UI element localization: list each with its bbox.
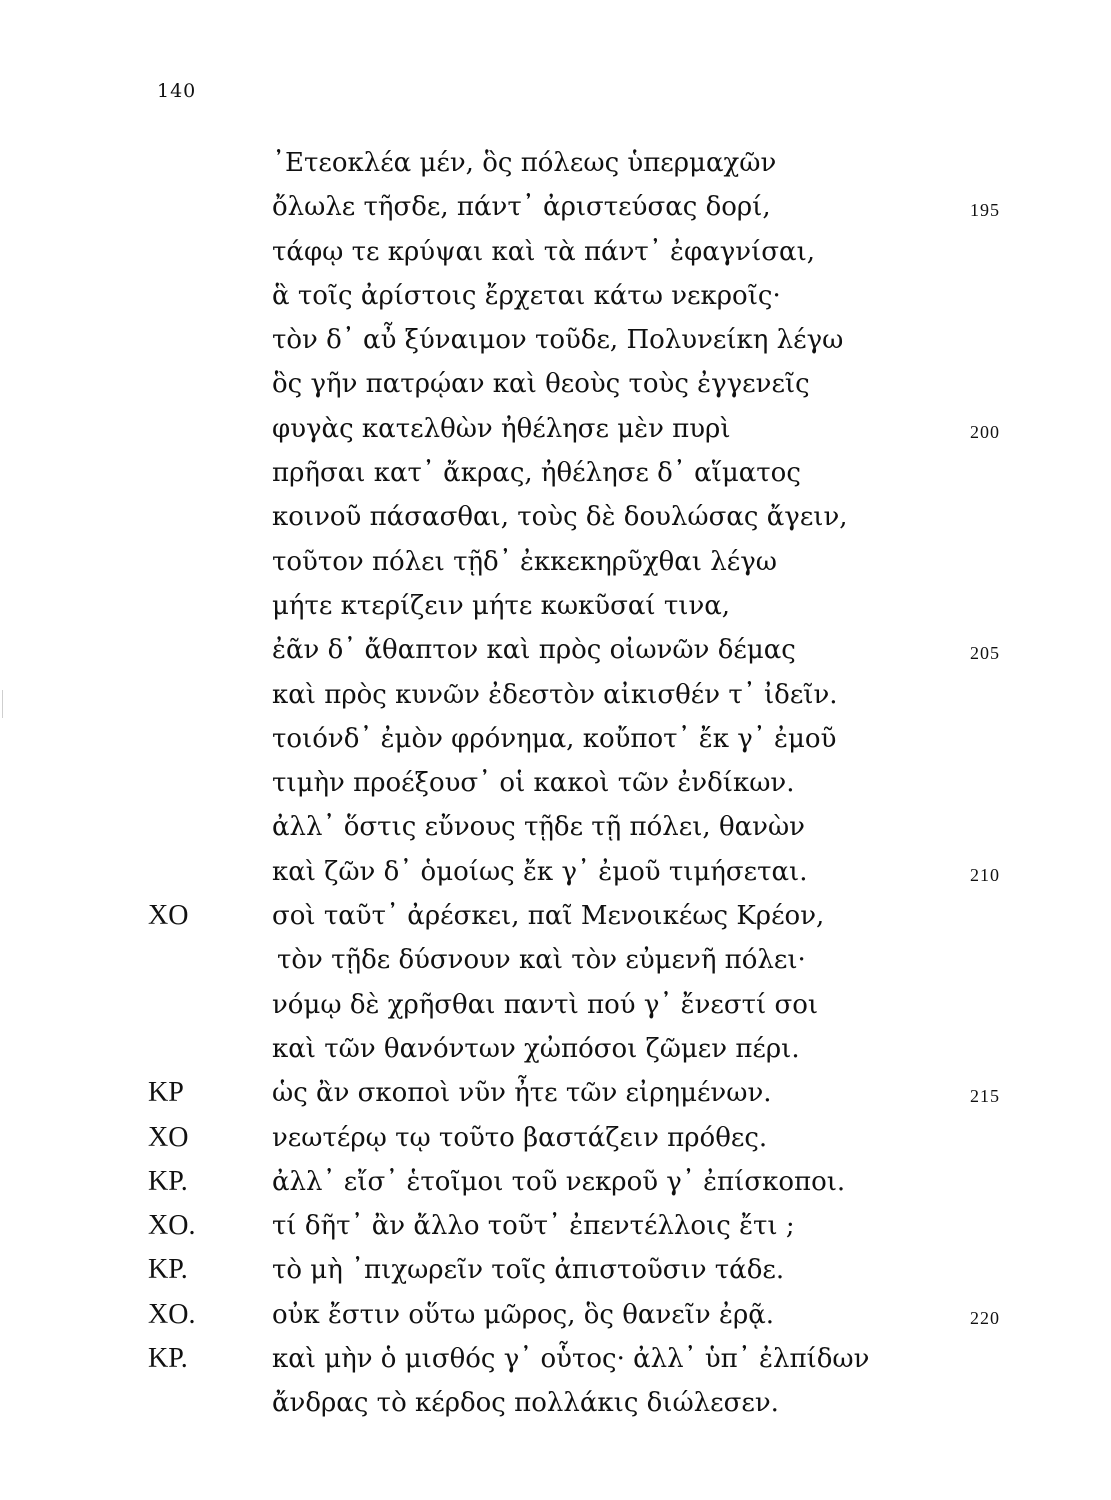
verse-text: φυγὰς κατελθὼν ἠθέλησε μὲν πυρὶ [272, 413, 731, 444]
speaker-label: ΚΡ [148, 1077, 184, 1109]
line-number: 195 [970, 200, 1000, 221]
verse-line [0, 1293, 1111, 1337]
verse-line [0, 141, 1111, 185]
verse-text: νόμῳ δὲ χρῆσθαι παντὶ πού γ᾿ ἔνεστί σοι [272, 989, 819, 1020]
verse-line [0, 584, 1111, 628]
verse-line [0, 983, 1111, 1027]
verse-line [0, 1248, 1111, 1292]
verse-block [0, 141, 1111, 1426]
verse-line [0, 407, 1111, 451]
line-number: 210 [970, 864, 1000, 885]
verse-line [0, 540, 1111, 584]
verse-text: τιμὴν προέξουσ᾿ οἱ κακοὶ τῶν ἐνδίκων. [272, 768, 795, 799]
verse-line [0, 717, 1111, 761]
line-number: 220 [970, 1307, 1000, 1328]
line-number: 215 [970, 1086, 1000, 1107]
verse-text: σοὶ ταῦτ᾿ ἀρέσκει, παῖ Μενοικέως Κρέον, [272, 901, 825, 932]
verse-text: ὄλωλε τῆσδε, πάντ᾿ ἀριστεύσας δορί, [272, 192, 771, 223]
speaker-label: ΧΟ. [148, 1298, 196, 1330]
verse-text: τὸν τῇδε δύσνουν καὶ τὸν εὐμενῆ πόλει· [277, 945, 806, 976]
verse-line [0, 761, 1111, 805]
verse-line [0, 1116, 1111, 1160]
page-number: 140 [157, 80, 197, 102]
verse-text: καὶ ζῶν δ᾿ ὁμοίως ἔκ γ᾿ ἐμοῦ τιμήσεται. [272, 856, 808, 887]
verse-line [0, 274, 1111, 318]
verse-text: τοιόνδ᾿ ἐμὸν φρόνημα, κοὔποτ᾿ ἔκ γ᾿ ἐμοῦ [272, 723, 837, 754]
verse-text: ἐᾶν δ᾿ ἄθαπτον καὶ πρὸς οἰωνῶν δέμας [272, 635, 796, 666]
verse-line [0, 1027, 1111, 1071]
verse-text: ἃ τοῖς ἀρίστοις ἔρχεται κάτω νεκροῖς· [272, 280, 781, 311]
verse-text: κοινοῦ πάσασθαι, τοὺς δὲ δουλώσας ἄγειν, [272, 502, 848, 533]
verse-text: ἄνδρας τὸ κέρδος πολλάκις διώλεσεν. [272, 1388, 779, 1419]
verse-line [0, 451, 1111, 495]
verse-line [0, 185, 1111, 229]
verse-line [0, 850, 1111, 894]
verse-line [0, 495, 1111, 539]
verse-line [0, 1160, 1111, 1204]
verse-line [0, 1337, 1111, 1381]
verse-text: ὃς γῆν πατρῴαν καὶ θεοὺς τοὺς ἐγγενεῖς [272, 369, 810, 400]
speaker-label: ΧΟ [148, 1121, 189, 1153]
verse-text: τάφῳ τε κρύψαι καὶ τὰ πάντ᾿ ἐφαγνίσαι, [272, 236, 816, 267]
verse-line [0, 1071, 1111, 1115]
verse-line [0, 318, 1111, 362]
verse-text: ἀλλ᾿ εἴσ᾿ ἑτοῖμοι τοῦ νεκροῦ γ᾿ ἐπίσκοποι. [272, 1166, 846, 1197]
verse-line [0, 938, 1111, 982]
speaker-label: ΧΟ [148, 900, 189, 932]
verse-text: ᾿Ετεοκλέα μέν, ὃς πόλεως ὑπερμαχῶν [272, 148, 777, 178]
verse-text: ἀλλ᾿ ὅστις εὔνους τῇδε τῇ πόλει, θανὼν [272, 812, 805, 843]
verse-text: οὐκ ἔστιν οὕτω μῶρος, ὃς θανεῖν ἐρᾷ. [272, 1299, 775, 1330]
speaker-label: ΚΡ. [148, 1165, 188, 1197]
verse-line [0, 1381, 1111, 1425]
verse-text: καὶ μὴν ὁ μισθός γ᾿ οὗτος· ἀλλ᾿ ὑπ᾿ ἐλπίδων [272, 1344, 870, 1375]
verse-text: τοῦτον πόλει τῇδ᾿ ἐκκεκηρῦχθαι λέγω [272, 546, 777, 577]
speaker-label: ΚΡ. [148, 1254, 188, 1286]
speaker-label: ΧΟ. [148, 1210, 196, 1242]
verse-text: ὡς ἂν σκοποὶ νῦν ἦτε τῶν εἰρημένων. [272, 1078, 772, 1109]
verse-line [0, 673, 1111, 717]
speaker-label: ΚΡ. [148, 1343, 188, 1375]
line-number: 205 [970, 643, 1000, 664]
verse-line [0, 894, 1111, 938]
line-number: 200 [970, 421, 1000, 442]
verse-text: καὶ πρὸς κυνῶν ἐδεστὸν αἰκισθέν τ᾿ ἰδεῖν. [272, 679, 838, 710]
verse-text: τί δῆτ᾿ ἂν ἄλλο τοῦτ᾿ ἐπεντέλλοις ἔτι ; [272, 1211, 795, 1242]
verse-text: μήτε κτερίζειν μήτε κωκῦσαί τινα, [272, 590, 731, 621]
verse-text: πρῆσαι κατ᾿ ἄκρας, ἠθέλησε δ᾿ αἵματος [272, 458, 801, 489]
verse-line [0, 230, 1111, 274]
verse-text: τὸν δ᾿ αὖ ξύναιμον τοῦδε, Πολυνείκη λέγω [272, 325, 844, 356]
verse-text: καὶ τῶν θανόντων χὠπόσοι ζῶμεν πέρι. [272, 1033, 800, 1064]
verse-line [0, 628, 1111, 672]
verse-line [0, 362, 1111, 406]
verse-line [0, 805, 1111, 849]
verse-text: τὸ μὴ ᾿πιχωρεῖν τοῖς ἀπιστοῦσιν τάδε. [272, 1255, 785, 1286]
verse-text: νεωτέρῳ τῳ τοῦτο βαστάζειν πρόθες. [272, 1122, 768, 1153]
verse-line [0, 1204, 1111, 1248]
